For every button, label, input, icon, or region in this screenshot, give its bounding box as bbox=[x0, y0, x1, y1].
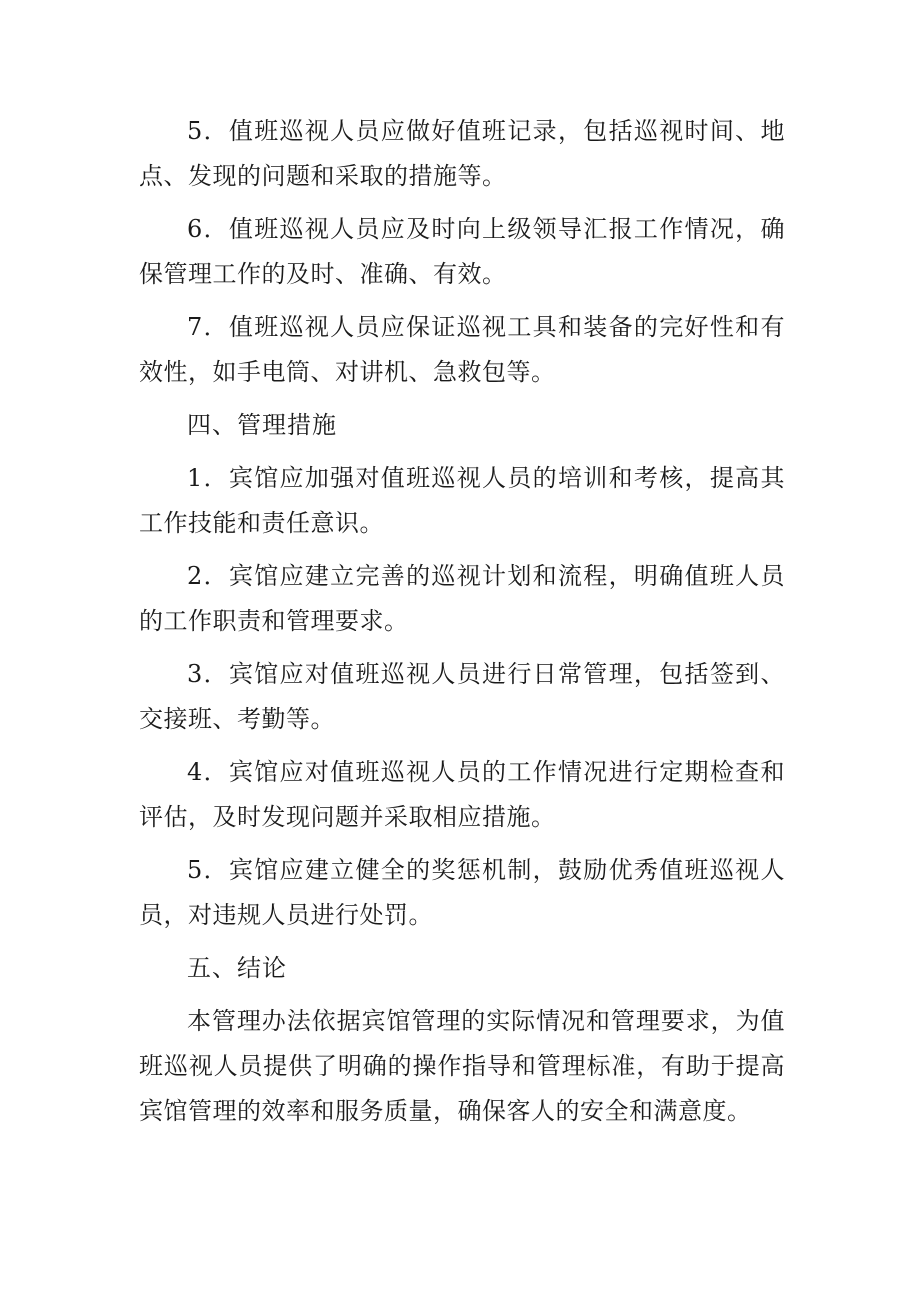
section-heading-management-measures: 四、管理措施 bbox=[187, 411, 337, 439]
paragraph-conclusion: 本管理办法依据宾馆管理的实际情况和管理要求，为值班巡视人员提供了明确的操作指导和管理标准，有助于提高宾馆管理的效率和服务质量，确保客人的安全和满意度。 bbox=[139, 1007, 785, 1125]
paragraph-duty-5-records: 5．值班巡视人员应做好值班记录，包括巡视时间、地点、发现的问题和采取的措施等。 bbox=[139, 117, 785, 190]
paragraph-measure-2-plan: 2．宾馆应建立完善的巡视计划和流程，明确值班人员的工作职责和管理要求。 bbox=[139, 562, 785, 635]
paragraph-measure-3-daily: 3．宾馆应对值班巡视人员进行日常管理，包括签到、交接班、考勤等。 bbox=[139, 660, 785, 733]
paragraph-measure-1-training: 1．宾馆应加强对值班巡视人员的培训和考核，提高其工作技能和责任意识。 bbox=[139, 464, 785, 537]
paragraph-measure-5-rewards: 5．宾馆应建立健全的奖惩机制，鼓励优秀值班巡视人员，对违规人员进行处罚。 bbox=[139, 856, 785, 929]
paragraph-measure-4-inspection: 4．宾馆应对值班巡视人员的工作情况进行定期检查和评估，及时发现问题并采取相应措施。 bbox=[139, 758, 785, 831]
paragraph-duty-6-report: 6．值班巡视人员应及时向上级领导汇报工作情况，确保管理工作的及时、准确、有效。 bbox=[139, 215, 785, 288]
paragraph-duty-7-equipment: 7．值班巡视人员应保证巡视工具和装备的完好性和有效性，如手电筒、对讲机、急救包等。 bbox=[139, 313, 785, 386]
section-heading-conclusion: 五、结论 bbox=[187, 954, 287, 982]
document-body bbox=[139, 109, 785, 1142]
